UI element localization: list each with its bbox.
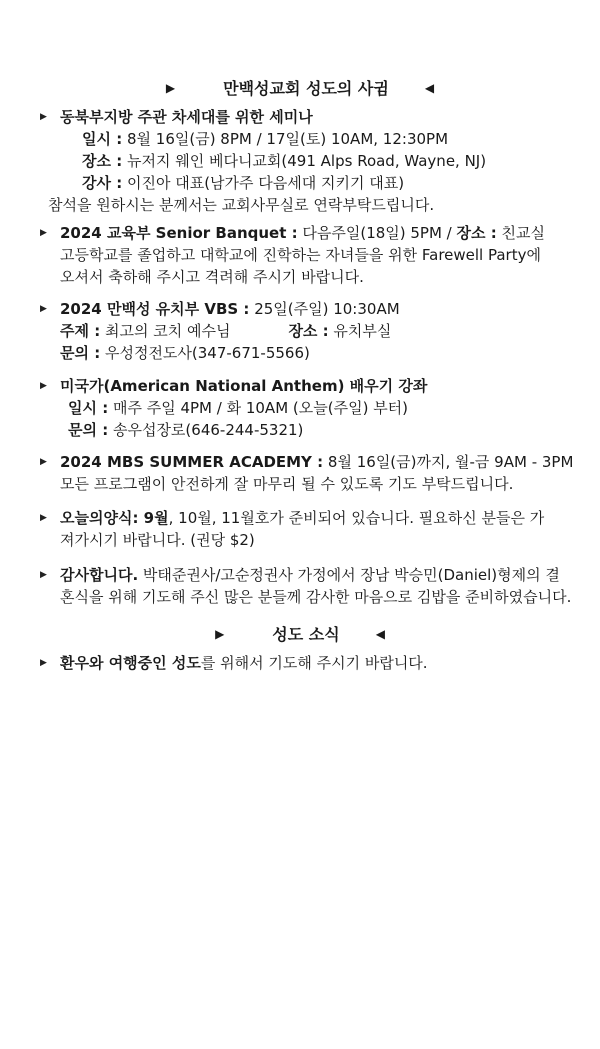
triangle-right-icon: ▶ [215,626,225,641]
item-title: 2024 교육부 Senior Banquet : [60,224,298,242]
item-title: 미국가(American National Anthem) 배우기 강좌 [60,377,428,395]
small-triangle-bullet-icon: ▶ [40,228,47,238]
small-triangle-bullet-icon: ▶ [40,381,47,391]
item-line: 혼식을 위해 기도해 주신 많은 분들께 감사한 마음으로 김밥을 준비하였습니다. [60,588,572,606]
list-item-prayer [40,652,580,674]
item-line: 져가시기 바랍니다. (권당 $2) [60,531,255,549]
theme-label: 주제 : [60,322,101,340]
item-bold: 환우와 여행중인 성도 [60,654,201,672]
triangle-left-icon: ◀ [375,626,385,641]
place-value: 유치부실 [328,322,392,340]
place-label: 장소 : [456,224,497,242]
item-title: 동북부지방 주관 차세대를 위한 세미나 [60,108,313,126]
place-value: 친교실 [496,224,545,242]
list-item-daily-bread [40,507,580,551]
item-text: 25일(주일) 10:30AM [249,300,400,318]
section-header-fellowship [0,76,600,99]
speaker-value: 이진아 대표(남가주 다음세대 지키기 대표) [122,174,405,192]
list-item-academy [40,451,580,495]
item-title: 오늘의양식: [60,509,139,527]
small-triangle-bullet-icon: ▶ [40,457,47,467]
place-label: 장소 : [288,322,329,340]
item-title: 2024 MBS SUMMER ACADEMY : [60,453,324,471]
list-item-anthem [40,375,580,441]
theme-value: 최고의 코치 예수님 [100,322,231,340]
contact-value: 우성정전도사(347-671-5566) [100,344,310,362]
item-line: 모든 프로그램이 안전하게 잘 마무리 될 수 있도록 기도 부탁드립니다. [60,475,514,493]
section-header-member-news [0,622,600,645]
place-label: 장소 : [82,152,123,170]
list-item-vbs [40,298,580,364]
speaker-label: 강사 : [82,174,123,192]
item-text: 8월 16일(금)까지, 월-금 9AM - 3PM [323,453,574,471]
contact-label: 문의 : [60,344,101,362]
list-item-senior-banquet [40,222,580,288]
item-text: 박태준권사/고순정권사 가정에서 장남 박승민(Daniel)형제의 결 [138,566,560,584]
item-note: 참석을 원하시는 분께서는 교회사무실로 연락부탁드립니다. [48,196,435,214]
item-text: , 10월, 11월호가 준비되어 있습니다. 필요하신 분들은 가 [168,509,545,527]
small-triangle-bullet-icon: ▶ [40,112,47,122]
section-title: 성도 소식 [272,625,340,644]
item-line: 고등학교를 졸업하고 대학교에 진학하는 자녀들을 위한 Farewell Party에 [60,246,541,264]
item-text: 를 위해서 기도해 주시기 바랍니다. [200,654,428,672]
small-triangle-bullet-icon: ▶ [40,570,47,580]
list-item-seminar [40,106,580,216]
small-triangle-bullet-icon: ▶ [40,658,47,668]
date-label: 일시 : [82,130,123,148]
list-item-thanks [40,564,580,608]
item-title: 2024 만백성 유치부 VBS : [60,300,250,318]
contact-label: 문의 : [68,421,109,439]
small-triangle-bullet-icon: ▶ [40,304,47,314]
contact-value: 송우섭장로(646-244-5321) [108,421,304,439]
place-value: 뉴저지 웨인 베다니교회(491 Alps Road, Wayne, NJ) [122,152,487,170]
date-value: 8월 16일(금) 8PM / 17일(토) 10AM, 12:30PM [122,130,449,148]
item-line: 오셔서 축하해 주시고 격려해 주시기 바랍니다. [60,268,364,286]
section-title: 만백성교회 성도의 사귐 [223,79,389,98]
triangle-left-icon: ◀ [424,80,435,95]
date-value: 매주 주일 4PM / 화 10AM (오늘(주일) 부터) [108,399,409,417]
triangle-right-icon: ▶ [165,80,176,95]
item-text: 다음주일(18일) 5PM / [297,224,457,242]
item-title: 감사합니다. [60,566,139,584]
small-triangle-bullet-icon: ▶ [40,513,47,523]
date-label: 일시 : [68,399,109,417]
item-month: 9월 [138,509,169,527]
